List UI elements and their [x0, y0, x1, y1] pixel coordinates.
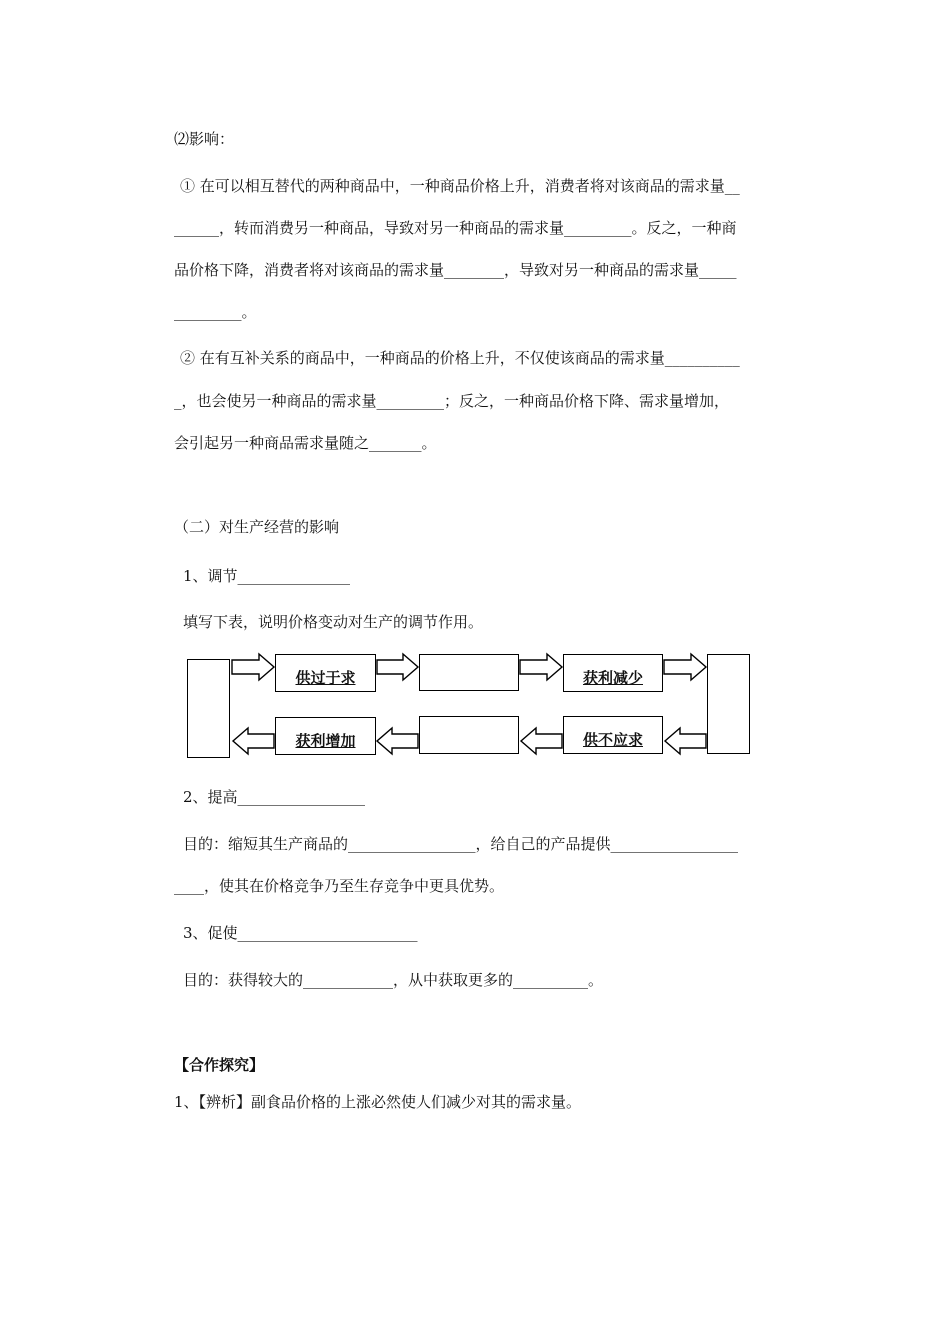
diagram-label-undersupply: 供不应求 — [582, 731, 643, 749]
arrow-right-3 — [520, 654, 562, 680]
goal-promote: 目的：获得较大的____________，从中获取更多的__________。 — [183, 971, 604, 989]
item-improve: 2、提高_________________ — [183, 788, 366, 806]
arrow-left-3 — [377, 728, 418, 754]
paragraph-substitute-line-3: 品价格下降，消费者将对该商品的需求量________，导致对另一种商品的需求量_____ — [174, 261, 737, 279]
paragraph-complement-line-3: 会引起另一种商品需求量随之_______。 — [174, 434, 437, 452]
paragraph-complement-line-1: ② 在有互补关系的商品中，一种商品的价格上升，不仅使该商品的需求量__________ — [180, 349, 740, 367]
cooperation-heading: 【合作探究】 — [174, 1056, 265, 1074]
arrow-right-4 — [664, 654, 706, 680]
diagram-label-profit-increase: 获利增加 — [295, 732, 356, 750]
paragraph-complement-line-2: _，也会使另一种商品的需求量_________；反之，一种商品价格下降、需求量增加， — [174, 392, 730, 410]
arrow-left-4 — [233, 728, 274, 754]
section-heading-production: （二）对生产经营的影响 — [174, 518, 340, 536]
goal-improve-line-1: 目的：缩短其生产商品的_________________，给自己的产品提供_________________ — [183, 835, 739, 853]
paragraph-substitute-line-2: ______，转而消费另一种商品，导致对另一种商品的需求量_________。反之，一种商 — [174, 219, 737, 237]
item-regulate: 1、调节_______________ — [183, 567, 351, 585]
subheading-influence: ⑵影响： — [174, 130, 235, 148]
arrow-left-2 — [521, 728, 562, 754]
cooperation-question-1: 1、【辨析】副食品价格的上涨必然使人们减少对其的需求量。 — [174, 1093, 582, 1111]
paragraph-substitute-line-4: _________。 — [174, 303, 257, 321]
item-promote: 3、促使________________________ — [183, 924, 418, 942]
instruction-fill-table: 填写下表，说明价格变动对生产的调节作用。 — [183, 613, 484, 631]
diagram-label-oversupply: 供过于求 — [295, 669, 356, 687]
arrow-right-1 — [232, 654, 274, 680]
diagram-label-profit-decrease: 获利减少 — [582, 669, 643, 687]
paragraph-substitute-line-1: ① 在可以相互替代的两种商品中，一种商品价格上升，消费者将对该商品的需求量__ — [180, 177, 740, 195]
arrow-right-2 — [377, 654, 418, 680]
goal-improve-line-2: ____，使其在价格竞争乃至生存竞争中更具优势。 — [174, 877, 505, 895]
arrow-left-1 — [665, 728, 706, 754]
